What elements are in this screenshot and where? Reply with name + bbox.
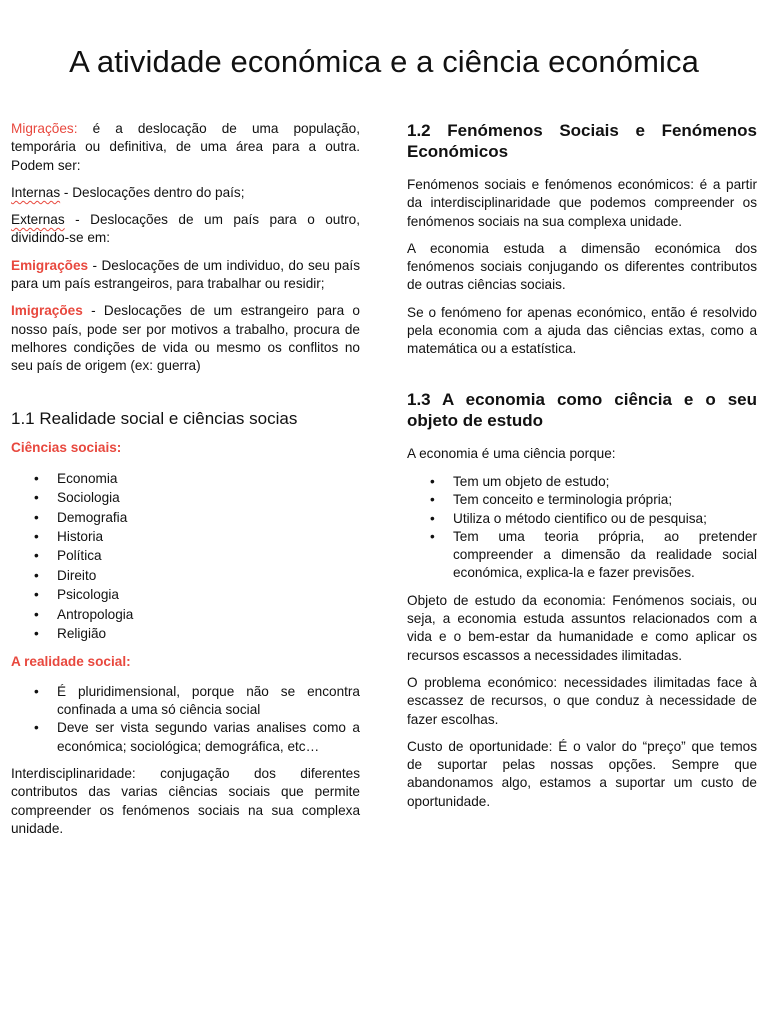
paragraph: Custo de oportunidade: É o valor do “preço” que temos de suportar pelas nossas opções. Sempre que abandonamos algo, estamos a suportar um custo de oportunidade. [407, 738, 757, 809]
list-item: • Deve ser vista segundo varias analises como a económica; sociológica; demográfica, etc… [57, 719, 360, 756]
list-item: • Direito [57, 566, 360, 585]
internas-label: Internas [11, 184, 61, 200]
paragraph: O problema económico: necessidades ilimitadas face à escassez de recursos, o que conduz à necessidade de fazer escolhas. [407, 674, 757, 727]
list-item: • Historia [57, 527, 360, 546]
externas-label: Externas [11, 212, 65, 228]
paragraph: A economia é uma ciência porque: [407, 445, 616, 461]
list-item: • Economia [57, 469, 360, 488]
ciencia-porque-list [407, 473, 757, 583]
paragraph: Se o fenómeno for apenas económico, então é resolvido pela economia com a ajuda das ciências extas, como a matemática ou a estatística. [407, 304, 757, 357]
emigracoes-paragraph [11, 257, 360, 294]
internas-text: - Deslocações dentro do país; [60, 184, 245, 200]
paragraph: Objeto de estudo da economia: Fenómenos sociais, ou seja, a economia estuda assuntos relacionados com a vida e o bem-estar da humanidade e como aplicar os recursos escassos a necessidades ilimitadas. [407, 592, 757, 663]
paragraph: Fenómenos sociais e fenómenos económicos: é a partir da interdisciplinaridade que podemos compreender os fenómenos sociais na sua complexa unidade. [407, 177, 757, 229]
list-item: • Tem uma teoria própria, ao pretender compreender a dimensão da realidade social económica, explica-la e fazer previsões. [453, 528, 757, 583]
list-item: • É pluridimensional, porque não se encontra confinada a uma só ciência social [57, 683, 360, 720]
imigracoes-paragraph [11, 302, 360, 375]
list-item: • Religião [57, 624, 360, 643]
interdisciplinaridade-paragraph: Interdisciplinaridade: conjugação dos diferentes contributos das varias ciências sociais que permite compreender os fenómenos sociais na sua complexa unidade. [11, 766, 360, 836]
imigracoes-label: Imigrações [11, 303, 83, 319]
migracoes-label: Migrações: [11, 121, 78, 136]
section-1-2-heading: 1.2 Fenómenos Sociais e Fenómenos Económicos [407, 121, 757, 161]
list-item: • Sociologia [57, 488, 360, 507]
imigracoes-text: - Deslocações de um estrangeiro para o nosso país, pode ser por motivos a trabalho, procura de melhores condições de vida ou mesmo os conflitos no seu país de origem (ex: guerra) [11, 303, 360, 374]
ciencias-sociais-label: Ciências sociais: [11, 439, 122, 455]
section-1-3-heading: 1.3 A economia como ciência e o seu objeto de estudo [407, 389, 757, 430]
list-item: • Tem um objeto de estudo; [453, 473, 757, 491]
emigracoes-label: Emigrações [11, 257, 89, 273]
section-1-1-heading: 1.1 Realidade social e ciências socias [11, 408, 298, 428]
realidade-social-list [11, 683, 360, 756]
page-title: A atividade económica e a ciência económica [69, 44, 699, 79]
left-column [11, 120, 360, 847]
ciencias-sociais-list [11, 469, 360, 644]
list-item: • Tem conceito e terminologia própria; [453, 491, 757, 509]
externas-text: - Deslocações de um país para o outro, dividindo-se em: [11, 212, 360, 246]
list-item: • Demografia [57, 508, 360, 527]
migracoes-paragraph [11, 120, 360, 175]
internas-paragraph [11, 184, 360, 202]
list-item: • Política [57, 546, 360, 565]
list-item: • Antropologia [57, 605, 360, 624]
list-item: • Psicologia [57, 585, 360, 604]
externas-paragraph [11, 211, 360, 248]
paragraph: A economia estuda a dimensão económica dos fenómenos sociais conjugando os diferentes contributos de outras ciências sociais. [407, 240, 757, 293]
list-item: • Utiliza o método cientifico ou de pesquisa; [453, 510, 757, 528]
migracoes-text: é a deslocação de uma população, temporária ou definitiva, de uma área para a outra. Podem ser: [11, 121, 360, 173]
realidade-social-label: A realidade social: [11, 653, 131, 669]
emigracoes-text: - Deslocações de um individuo, do seu país para um país estrangeiros, para trabalhar ou residir; [11, 257, 360, 292]
right-column [407, 120, 757, 820]
